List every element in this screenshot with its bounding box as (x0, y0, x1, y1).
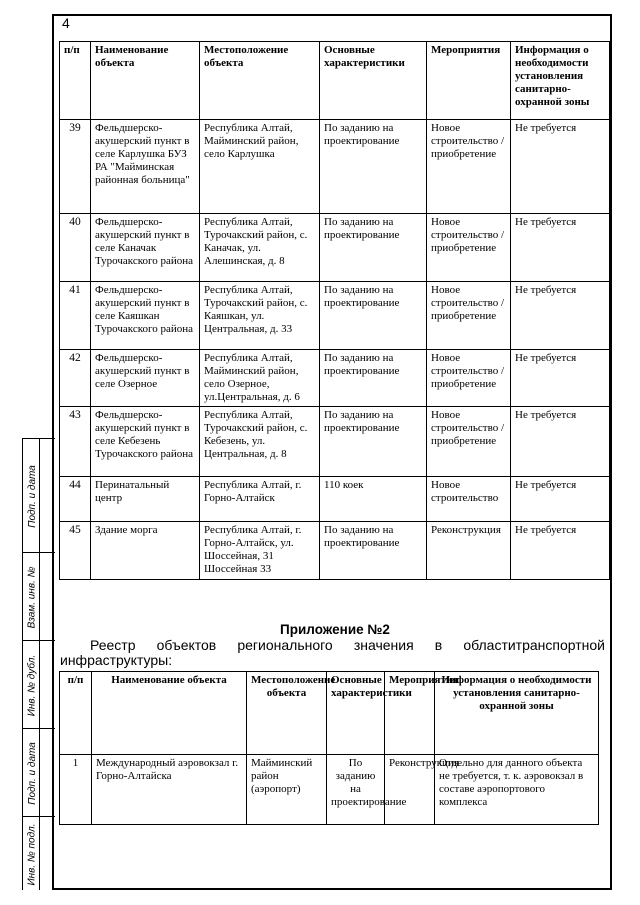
side-stamp (22, 438, 54, 890)
header-object-name: Наименование объекта (91, 42, 200, 120)
cell-measures: Реконструкция (385, 755, 435, 825)
cell-object-name: Фельдшерско-акушерский пункт в селе Кебезень Турочакского района (91, 407, 200, 477)
cell-measures: Новое строительство /приобретение (427, 407, 511, 477)
cell-object-name: Фельдшерско-акушерский пункт в селе Озерное (91, 350, 200, 407)
header-characteristics: Основные характеристики (327, 672, 385, 755)
stamp-label-original-inv: Инв. № подл. (26, 822, 38, 886)
cell-location: Республика Алтай, г. Горно-Алтайск (200, 477, 320, 522)
header-measures: Мероприятия (385, 672, 435, 755)
cell-characteristics: По заданию на проектирование (320, 120, 427, 214)
cell-location: Республика Алтай, Турочакский район, с. Каначак, ул. Алешинская, д. 8 (200, 214, 320, 282)
header-location: Местоположение объекта (247, 672, 327, 755)
cell-measures: Реконструкция (427, 522, 511, 580)
cell-num: 39 (60, 120, 91, 214)
cell-num: 44 (60, 477, 91, 522)
registry-table-health (59, 41, 610, 580)
stamp-cell (23, 438, 55, 552)
stamp-cell (23, 640, 55, 728)
cell-characteristics: По заданию на проектирование (320, 214, 427, 282)
cell-location: Республика Алтай, Майминский район, село Карлушка (200, 120, 320, 214)
cell-sanitary-zone: Не требуется (511, 477, 610, 522)
cell-num: 45 (60, 522, 91, 580)
stamp-label-replacement-inv: Взам. инв. № (26, 566, 38, 628)
cell-object-name: Фельдшерско-акушерский пункт в селе Карлушка БУЗ РА "Майминская районная больница" (91, 120, 200, 214)
table-row (60, 350, 610, 407)
header-measures: Мероприятия (427, 42, 511, 120)
cell-sanitary-zone: Не требуется (511, 522, 610, 580)
header-sanitary-zone: Информация о необходимости установления санитарно-охранной зоны (511, 42, 610, 120)
cell-location: Республика Алтай, Турочакский район, с. Каяшкан, ул. Центральная, д. 33 (200, 282, 320, 350)
table-row (60, 120, 610, 214)
cell-object-name: Международный аэровокзал г. Горно-Алтайска (92, 755, 247, 825)
cell-object-name: Фельдшерско-акушерский пункт в селе Каначак Турочакского района (91, 214, 200, 282)
cell-sanitary-zone: Не требуется (511, 214, 610, 282)
cell-measures: Новое строительство /приобретение (427, 120, 511, 214)
cell-sanitary-zone: Не требуется (511, 282, 610, 350)
registry-table-transport (59, 671, 599, 825)
stamp-label-sign-date-2: Подп. и дата (26, 741, 38, 805)
cell-num: 40 (60, 214, 91, 282)
stamp-label-duplicate-inv: Инв. № дубл. (26, 654, 38, 716)
cell-object-name: Здание морга (91, 522, 200, 580)
cell-characteristics: По заданию на проектирование (327, 755, 385, 825)
cell-object-name: Фельдшерско-акушерский пункт в селе Каяшкан Турочакского района (91, 282, 200, 350)
table-row (60, 282, 610, 350)
appendix-description: Реестр объектов регионального значения в областитранспортной инфраструктуры: (60, 637, 605, 668)
cell-location: Республика Алтай, Турочакский район, с. Кебезень, ул. Центральная, д. 8 (200, 407, 320, 477)
cell-measures: Новое строительство (427, 477, 511, 522)
cell-measures: Новое строительство /приобретение (427, 214, 511, 282)
header-object-name: Наименование объекта (92, 672, 247, 755)
table-row (60, 755, 599, 825)
cell-location: Республика Алтай, г. Горно-Алтайск, ул. Шоссейная, 31 Шоссейная 33 (200, 522, 320, 580)
header-num: п/п (60, 42, 91, 120)
cell-sanitary-zone: Не требуется (511, 350, 610, 407)
stamp-cell (23, 552, 55, 640)
appendix-title: Приложение №2 (280, 622, 390, 637)
cell-characteristics: 110 коек (320, 477, 427, 522)
header-location: Местоположение объекта (200, 42, 320, 120)
stamp-cell (23, 728, 55, 816)
cell-num: 42 (60, 350, 91, 407)
cell-characteristics: По заданию на проектирование (320, 522, 427, 580)
cell-characteristics: По заданию на проектирование (320, 282, 427, 350)
table-header-row (60, 672, 599, 755)
cell-object-name: Перинатальный центр (91, 477, 200, 522)
cell-location: Майминский район (аэропорт) (247, 755, 327, 825)
cell-num: 1 (60, 755, 92, 825)
cell-sanitary-zone: Не требуется (511, 120, 610, 214)
cell-measures: Новое строительство /приобретение (427, 350, 511, 407)
cell-num: 41 (60, 282, 91, 350)
table-header-row (60, 42, 610, 120)
table-row (60, 407, 610, 477)
cell-measures: Новое строительство /приобретение (427, 282, 511, 350)
stamp-cell (23, 816, 55, 890)
cell-sanitary-zone: Не требуется (511, 407, 610, 477)
stamp-label-sign-date: Подп. и дата (26, 464, 38, 528)
table-row (60, 522, 610, 580)
table-row (60, 477, 610, 522)
cell-sanitary-zone: Отдельно для данного объекта не требуется, т. к. аэровокзал в составе аэропортового комплекса (435, 755, 599, 825)
page-number: 4 (62, 15, 70, 31)
cell-num: 43 (60, 407, 91, 477)
cell-characteristics: По заданию на проектирование (320, 350, 427, 407)
header-characteristics: Основные характеристики (320, 42, 427, 120)
header-num: п/п (60, 672, 92, 755)
header-sanitary-zone: Информация о необходимости установления санитарно-охранной зоны (435, 672, 599, 755)
cell-characteristics: По заданию на проектирование (320, 407, 427, 477)
cell-location: Республика Алтай, Майминский район, село Озерное, ул.Центральная, д. 6 (200, 350, 320, 407)
table-row (60, 214, 610, 282)
